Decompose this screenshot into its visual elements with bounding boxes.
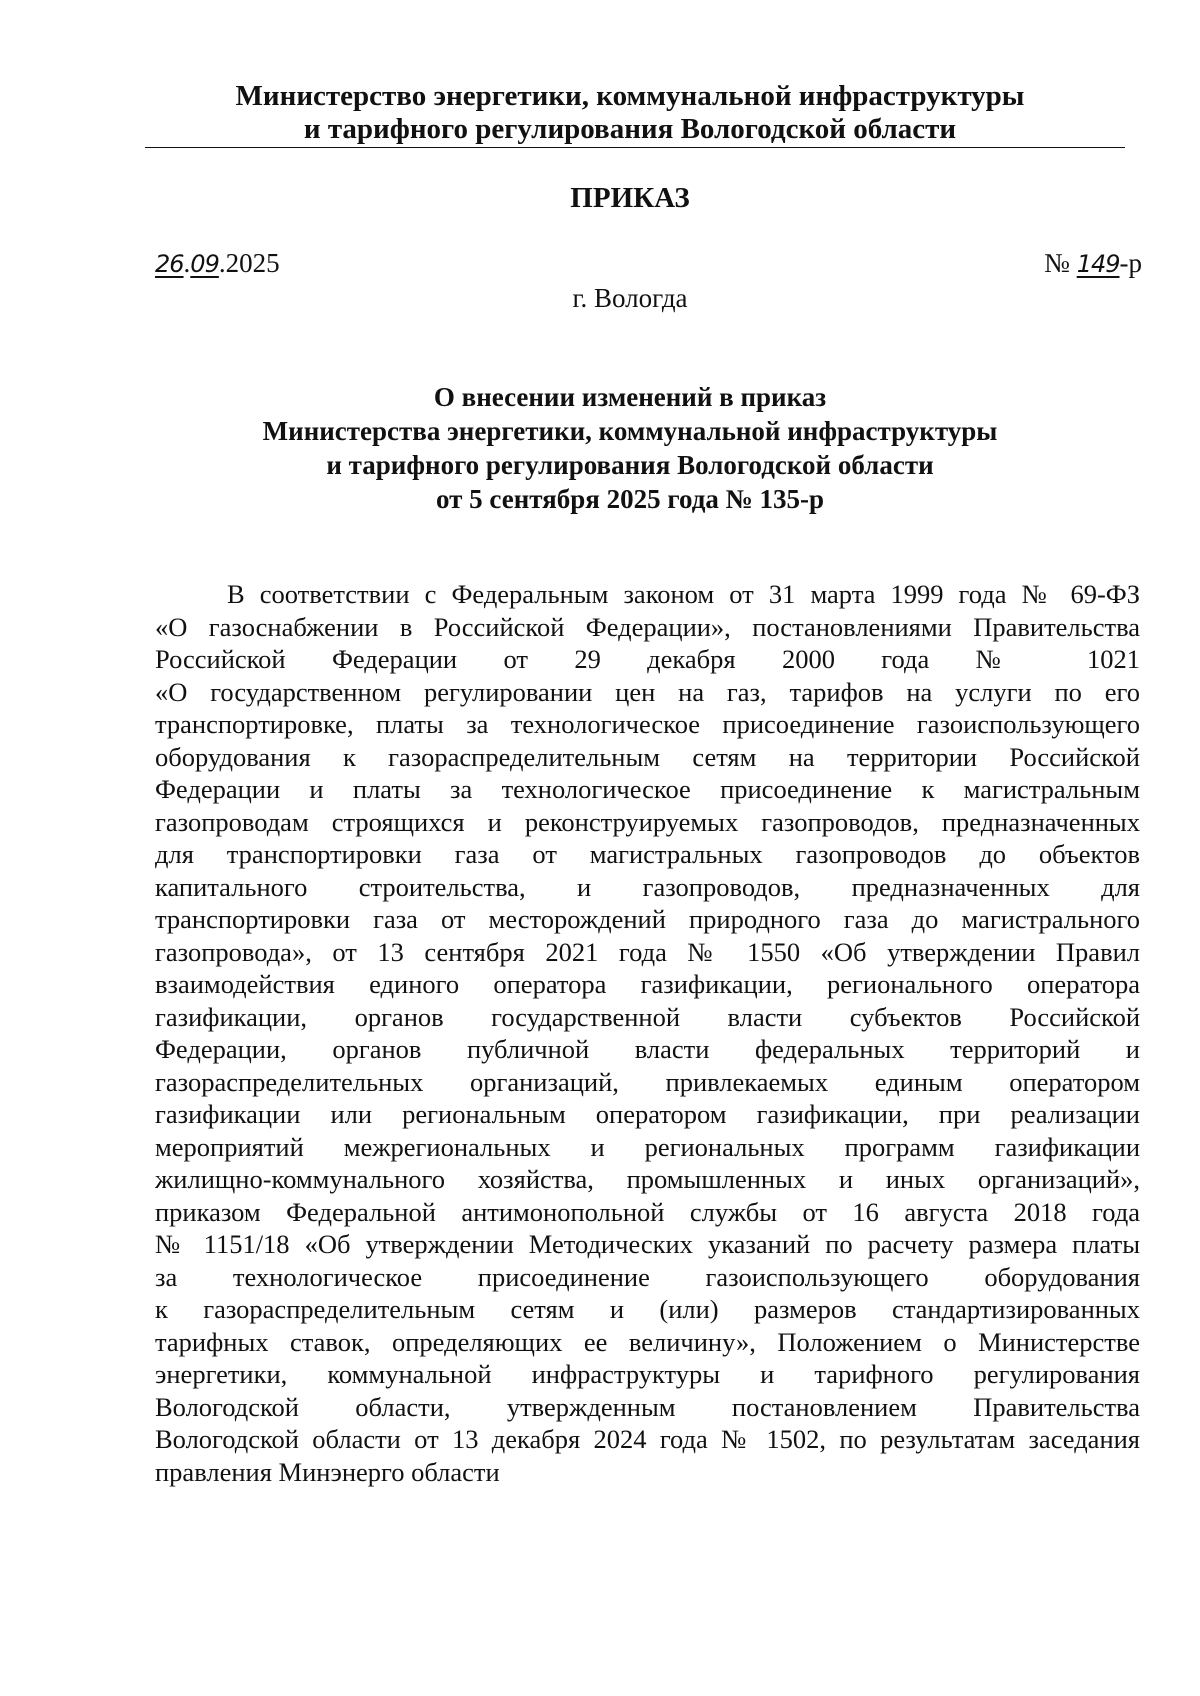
body-line: Вологодской области от 13 декабря 2024 года № 1502, по результатам заседания <box>155 1424 1140 1454</box>
body-line: Российской Федерации от 29 декабря 2000 года № 1021 <box>155 644 1140 674</box>
body-line: газификации или региональным оператором газификации, при реализации <box>155 1099 1140 1129</box>
body-line: тарифных ставок, определяющих ее величину», Положением о Министерстве <box>155 1326 1140 1357</box>
body-line: Федерации и платы за технологическое присоединение к магистральным <box>155 774 1140 804</box>
ministry-header-line-1: Министерство энергетики, коммунальной инфраструктуры <box>235 80 1025 112</box>
body-line: транспортировки газа от месторождений природного газа до магистрального <box>155 904 1140 934</box>
document-subject <box>140 380 1120 516</box>
document-city: г. Вологда <box>572 283 688 313</box>
body-line: Федерации, органов публичной власти федеральных территорий и <box>155 1034 1140 1064</box>
number-prefix: № <box>1044 248 1077 278</box>
body-line: оборудования к газораспределительным сетям на территории Российской <box>155 741 1140 772</box>
body-line: Вологодской области, утвержденным постановлением Правительства <box>155 1391 1140 1422</box>
body-line: жилищно-коммунального хозяйства, промышленных и иных организаций», <box>155 1164 1140 1194</box>
subject-line: от 5 сентября 2025 года № 135-р <box>435 484 824 514</box>
date-month-handwritten: 09 <box>190 250 219 278</box>
body-line: газопроводам строящихся и реконструируемых газопроводов, предназначенных <box>155 806 1140 837</box>
document-number <box>1044 248 1142 279</box>
ministry-header-line-2: и тарифного регулирования Вологодской области <box>303 113 957 145</box>
body-line: газопровода», от 13 сентября 2021 года № 1550 «Об утверждении Правил <box>155 936 1140 967</box>
body-line: правления Минэнерго области <box>155 1456 500 1487</box>
header-divider <box>145 147 1125 148</box>
body-line: газораспределительных организаций, привлекаемых единым оператором <box>155 1066 1140 1097</box>
body-line: газификации, органов государственной власти субъектов Российской <box>155 1001 1140 1032</box>
body-line: № 1151/18 «Об утверждении Методических указаний по расчету размера платы <box>155 1229 1140 1259</box>
date-separator: . <box>183 248 191 278</box>
body-line: мероприятий межрегиональных и региональных программ газификации <box>155 1131 1140 1162</box>
subject-line: и тарифного регулирования Вологодской области <box>326 450 934 480</box>
body-line: «О газоснабжении в Российской Федерации», постановлениями Правительства <box>155 611 1140 642</box>
body-line: энергетики, коммунальной инфраструктуры и тарифного регулирования <box>155 1359 1140 1389</box>
body-line: В соответствии с Федеральным законом от 31 марта 1999 года № 69-ФЗ <box>227 579 1140 609</box>
body-line: капитального строительства, и газопроводов, предназначенных для <box>155 871 1140 902</box>
document-title: ПРИКАЗ <box>570 182 690 214</box>
body-line: для транспортировки газа от магистральных газопроводов до объектов <box>155 839 1140 869</box>
date-year: .2025 <box>218 248 280 278</box>
number-suffix: -р <box>1119 248 1142 278</box>
subject-line: Министерства энергетики, коммунальной инфраструктуры <box>262 416 998 446</box>
subject-line: О внесении изменений в приказ <box>433 382 827 412</box>
body-line: транспортировке, платы за технологическое присоединение газоиспользующего <box>155 709 1140 739</box>
body-line: к газораспределительным сетям и (или) размеров стандартизированных <box>155 1294 1140 1324</box>
body-paragraph <box>155 578 1140 1488</box>
body-line: приказом Федеральной антимонопольной службы от 16 августа 2018 года <box>155 1196 1140 1227</box>
ministry-header <box>140 80 1120 146</box>
body-line: за технологическое присоединение газоиспользующего оборудования <box>155 1261 1140 1292</box>
body-line: «О государственном регулировании цен на газ, тарифов на услуги по его <box>155 676 1140 707</box>
document-date <box>155 248 280 279</box>
body-line: взаимодействия единого оператора газификации, регионального оператора <box>155 969 1140 999</box>
number-value-handwritten: 149 <box>1076 250 1120 278</box>
date-day-handwritten: 26 <box>155 250 184 278</box>
